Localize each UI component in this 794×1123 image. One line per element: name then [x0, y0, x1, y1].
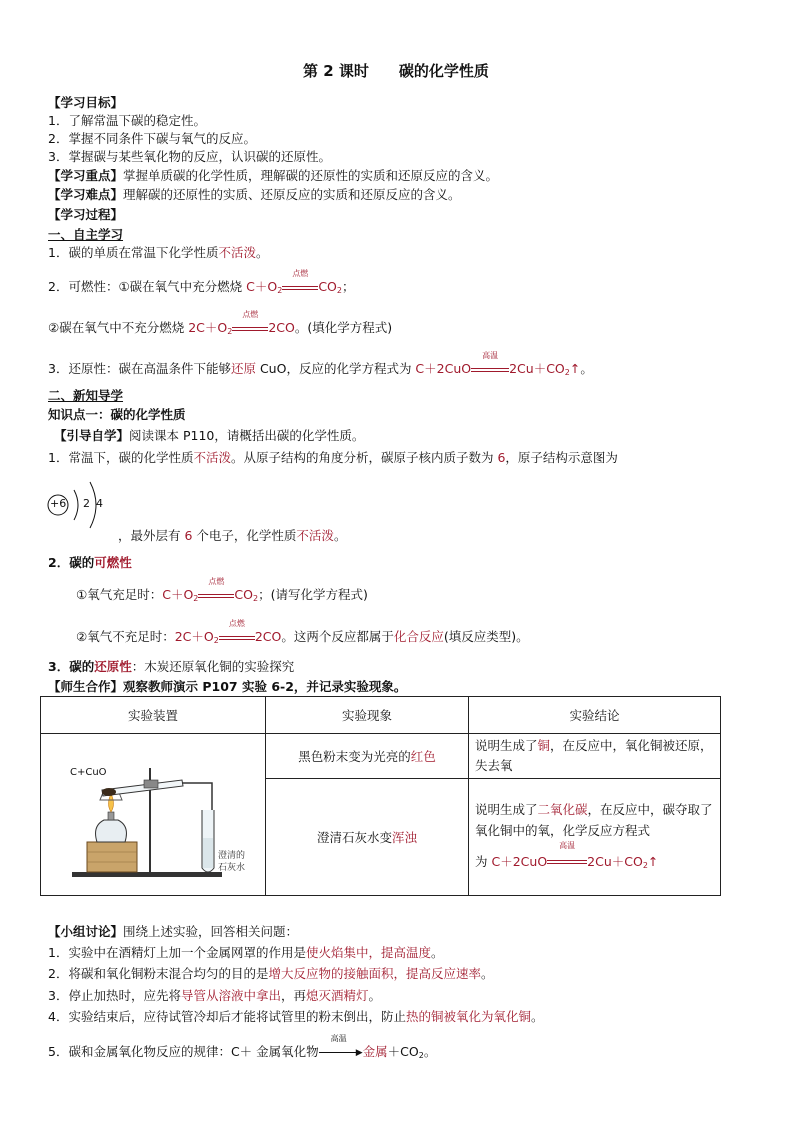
discuss-q3: 3．停止加热时，应先将导管从溶液中拿出，再熄灭酒精灯。 — [48, 988, 382, 1003]
outer-electron-line: ，最外层有 6 个电子，化学性质不活泼。 — [118, 528, 347, 543]
table-header: 实验装置 — [41, 697, 266, 734]
knowledge-point-1: 知识点一：碳的化学性质 — [48, 407, 186, 422]
reaction-condition: 高温 — [547, 851, 587, 872]
goal-item: 3．掌握碳与某些氧化物的反应，认识碳的还原性。 — [48, 149, 331, 164]
reaction-condition: 高温 ▶ — [319, 1044, 359, 1059]
apparatus-label-reactants: C+CuO — [70, 767, 107, 778]
section-self-study: 一、自主学习 — [48, 227, 124, 242]
page-title: 第 2 课时 碳的化学性质 — [303, 62, 489, 80]
reaction-condition: 点燃 — [232, 320, 268, 335]
reaction-condition: 高温 — [471, 361, 509, 376]
observation-1: 黑色粉末变为光亮的红色 — [266, 734, 469, 779]
apparatus-label-limewater: 澄清的 — [218, 851, 246, 861]
normal-temp-line: 1．常温下，碳的化学性质不活泼。从原子结构的角度分析，碳原子核内质子数为 6，原子结构示意图为 — [48, 450, 618, 465]
oxygen-insufficient: ②氧气不充足时：$2C+O_2$ 点燃 2CO。这两个反应都属于化合反应(填反应类型)。 — [76, 619, 529, 645]
self-q1: 1．碳的单质在常温下化学性质不活泼。 — [48, 245, 269, 260]
atom-electrons-outer: 4 — [96, 497, 103, 510]
guide-self-study: 【引导自学】阅读课本 P110，请概括出碳的化学性质。 — [54, 428, 365, 443]
discuss-q4: 4．实验结束后，应待试管冷却后才能将试管里的粉末倒出，防止热的铜被氧化为氧化铜。 — [48, 1009, 544, 1024]
discuss-q1: 1．实验中在酒精灯上加一个金属网罩的作用是使火焰集中，提高温度。 — [48, 945, 444, 960]
difficulty-point: 【学习难点】理解碳的还原性的实质、还原反应的实质和还原反应的含义。 — [48, 187, 461, 202]
key-point: 【学习重点】掌握单质碳的化学性质，理解碳的还原性的实质和还原反应的含义。 — [48, 168, 499, 183]
group-discussion: 【小组讨论】围绕上述实验，回答相关问题： — [48, 924, 299, 939]
goal-item: 1．了解常温下碳的稳定性。 — [48, 113, 206, 128]
self-q3: ②碳在氧气中不充分燃烧 $2C+O_2$ 点燃 2CO。(填化学方程式) — [48, 310, 393, 336]
reaction-condition: 点燃 — [198, 587, 234, 602]
reducibility-title: 3．碳的还原性：木炭还原氧化铜的实验探究 — [48, 659, 295, 674]
table-header: 实验结论 — [469, 697, 721, 734]
conclusion-2: 说明生成了二氧化碳，在反应中，碳夺取了氧化铜中的氧，化学反应方程式 为 C＋2CuO 高温 $2Cu+CO_2↑$ — [469, 779, 721, 896]
discuss-q5: 5．碳和金属氧化物反应的规律：C＋ 金属氧化物 高温 ▶ 金属$+CO_2$。 — [48, 1034, 437, 1060]
atom-electrons-inner: 2 — [83, 497, 90, 510]
teacher-cooperation: 【师生合作】观察教师演示 P107 实验 6-2，并记录实验现象。 — [48, 679, 407, 694]
table-header: 实验现象 — [266, 697, 469, 734]
self-q2: 2．可燃性：①碳在氧气中充分燃烧 $C+O_2$ 点燃 $CO_2$； — [48, 269, 355, 295]
apparatus-label-limewater-2: 石灰水 — [218, 863, 246, 873]
oxygen-sufficient: ①氧气充足时：$C+O_2$ 点燃 $CO_2$；(请写化学方程式) — [76, 577, 368, 603]
section-new-knowledge: 二、新知导学 — [48, 388, 124, 403]
goals-header: 【学习目标】 — [48, 95, 124, 110]
observation-2: 澄清石灰水变浑浊 — [266, 779, 469, 896]
discuss-q2: 2．将碳和氧化铜粉末混合均匀的目的是增大反应物的接触面积，提高反应速率。 — [48, 966, 494, 981]
goal-item: 2．掌握不同条件下碳与氧气的反应。 — [48, 131, 256, 146]
conclusion-1: 说明生成了铜，在反应中，氧化铜被还原，失去氧 — [469, 734, 721, 779]
reaction-condition: 点燃 — [282, 279, 318, 294]
self-q4: 3．还原性：碳在高温条件下能够还原 CuO，反应的化学方程式为 C＋2CuO 高温 $2Cu+CO_2↑$。 — [48, 351, 593, 377]
combustibility-title: 2．碳的可燃性 — [48, 555, 132, 570]
reaction-condition: 点燃 — [219, 629, 255, 644]
process-header: 【学习过程】 — [48, 207, 124, 222]
atom-nucleus: +6 — [50, 497, 67, 510]
